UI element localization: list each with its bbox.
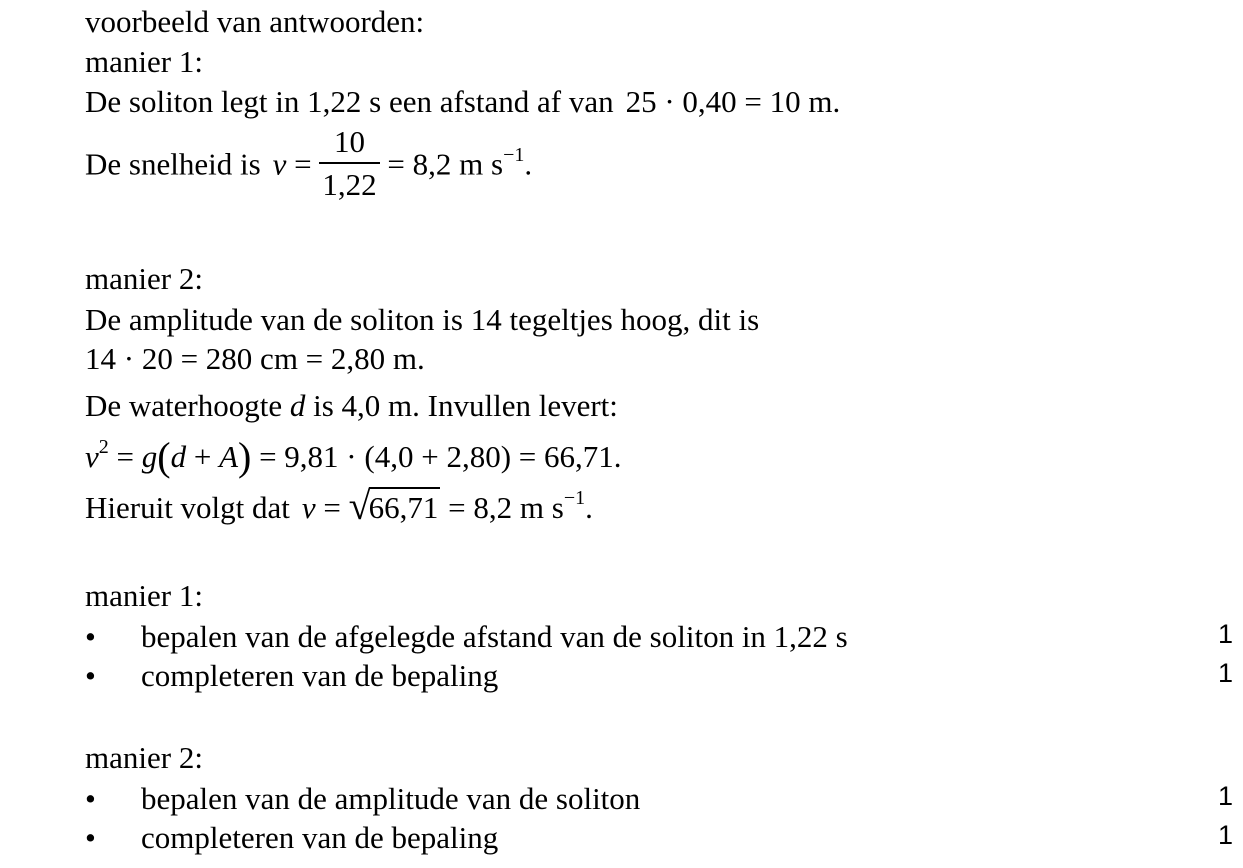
speed-end: . [524,146,533,182]
waterheight-rest: is 4,0 m. Invullen levert: [313,388,618,423]
eq-rparen: ) [238,434,252,479]
waterheight-text: De waterhoogte [85,388,283,423]
scoring-item [0,822,1243,858]
method2-amplitude-line: De amplitude van de soliton is 14 tegeltjes hoog, dit is [85,302,760,337]
square-root [348,483,441,528]
method2-heading: manier 2: [85,261,203,296]
eq-rest: = 9,81 · (4,0 + 2,80) = 66,71. [251,439,622,474]
method1-distance-text: De soliton legt in 1,22 s een afstand af van [85,84,614,119]
result-equals: = [315,490,349,525]
fraction-numerator: 10 [334,124,366,159]
method2-result-line [85,483,593,528]
fraction-denominator: 1,22 [322,166,377,202]
speed-result: = 8,2 m s [387,146,504,182]
result-text: Hieruit volgt dat [85,490,290,525]
eq-A: A [219,439,238,474]
score-value: 1 [1217,781,1233,811]
method2-equation [85,434,622,479]
score-value: 1 [1217,820,1233,850]
method1-speed-text: De snelheid is [85,146,261,182]
bullet-point: • [85,781,96,816]
eq-v: v [85,439,99,474]
score-value: 1 [1217,658,1233,688]
bullet-point: • [85,658,96,693]
intro-text: voorbeeld van antwoorden: [85,4,425,39]
scoring-item [0,621,1243,657]
speed-fraction [319,126,379,201]
method1-speed-line [85,124,533,205]
speed-unit-exponent: −1 [503,143,525,166]
method2-amplitude-calc: 14 · 20 = 280 cm = 2,80 m. [85,341,425,376]
method2-waterheight-line [85,390,618,421]
depth-variable: d [289,388,306,423]
radical-sign: √ [348,483,371,528]
result-variable: v [301,490,316,525]
eq-plus: + [186,439,220,474]
scoring-criterion: completeren van de bepaling [141,658,499,693]
speed-variable: v [272,146,287,182]
eq-equals: = [108,439,142,474]
bullet-point: • [85,619,96,654]
scoring-item [0,660,1243,696]
method1-distance-line [85,86,840,117]
radicand: 66,71 [369,487,441,525]
eq-v-exponent: 2 [98,436,109,458]
scoring-criterion: bepalen van de afgelegde afstand van de soliton in 1,22 s [141,619,848,654]
scoring-method1-heading: manier 1: [85,578,203,613]
method1-distance-math: 25 · 0,40 = 10 m. [625,84,841,119]
score-value: 1 [1217,619,1233,649]
bullet-point: • [85,820,96,855]
eq-lparen: ( [157,434,171,479]
fraction-bar [319,162,379,164]
equals-sign: = [294,146,312,182]
result-unit-exponent: −1 [563,487,586,509]
result-end: . [585,490,593,525]
scoring-criterion: completeren van de bepaling [141,820,499,855]
result-value: = 8,2 m s [440,490,564,525]
eq-g: g [141,439,158,474]
method1-heading: manier 1: [85,44,203,79]
scoring-item [0,783,1243,819]
scoring-method2-heading: manier 2: [85,740,203,775]
eq-d: d [170,439,187,474]
scoring-criterion: bepalen van de amplitude van de soliton [141,781,641,816]
